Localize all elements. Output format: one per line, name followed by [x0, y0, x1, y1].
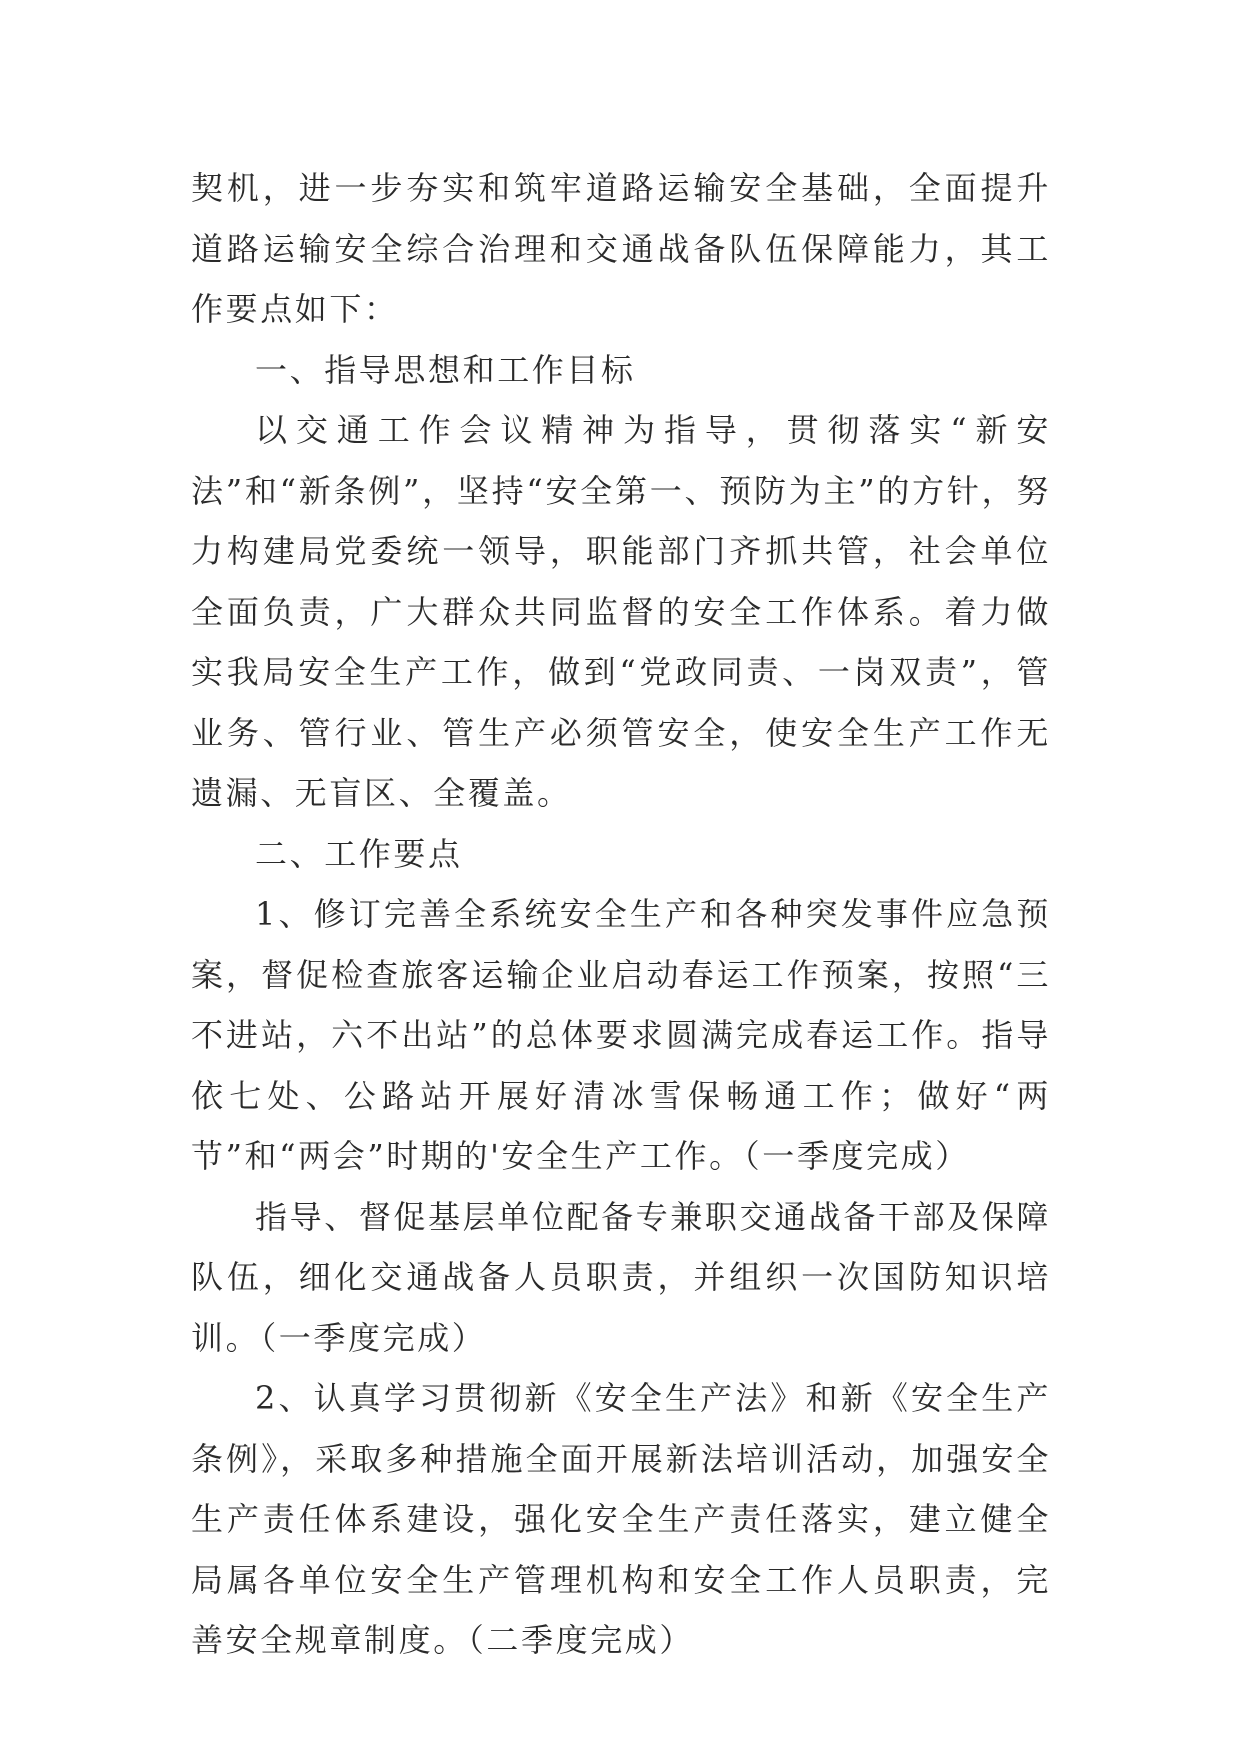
document-body [191, 158, 1051, 1671]
section-heading-guiding-ideology: 一、指导思想和工作目标 [255, 350, 636, 389]
paragraph-intro-continuation: 契机，进一步夯实和筑牢道路运输安全基础，全面提升道路运输安全综合治理和交通战备队伍保障能力，其工作要点如下： [191, 169, 1051, 328]
paragraph-work-point-1: 1、修订完善全系统安全生产和各种突发事件应急预案，督促检查旅客运输企业启动春运工作预案，按照“三不进站，六不出站”的总体要求圆满完成春运工作。指导依七处、公路站开展好清冰雪保畅通工作；做好“两节”和“两会”时期的'安全生产工作。（一季度完成） [191, 895, 1051, 1175]
paragraph-work-point-2: 2、认真学习贯彻新《安全生产法》和新《安全生产条例》，采取多种措施全面开展新法培训活动，加强安全生产责任体系建设，强化安全生产责任落实，建立健全局属各单位安全生产管理机构和安全工作人员职责，完善安全规章制度。（二季度完成） [191, 1379, 1051, 1659]
section-heading-work-points: 二、工作要点 [255, 834, 463, 873]
paragraph-guiding-ideology: 以交通工作会议精神为指导，贯彻落实“新安法”和“新条例”，坚持“安全第一、预防为主”的方针，努力构建局党委统一领导，职能部门齐抓共管，社会单位全面负责，广大群众共同监督的安全工作体系。着力做实我局安全生产工作，做到“党政同责、一岗双责”，管业务、管行业、管生产必须管安全，使安全生产工作无遗漏、无盲区、全覆盖。 [191, 411, 1051, 812]
paragraph-work-point-1-supplement: 指导、督促基层单位配备专兼职交通战备干部及保障队伍，细化交通战备人员职责，并组织一次国防知识培训。（一季度完成） [191, 1197, 1051, 1357]
